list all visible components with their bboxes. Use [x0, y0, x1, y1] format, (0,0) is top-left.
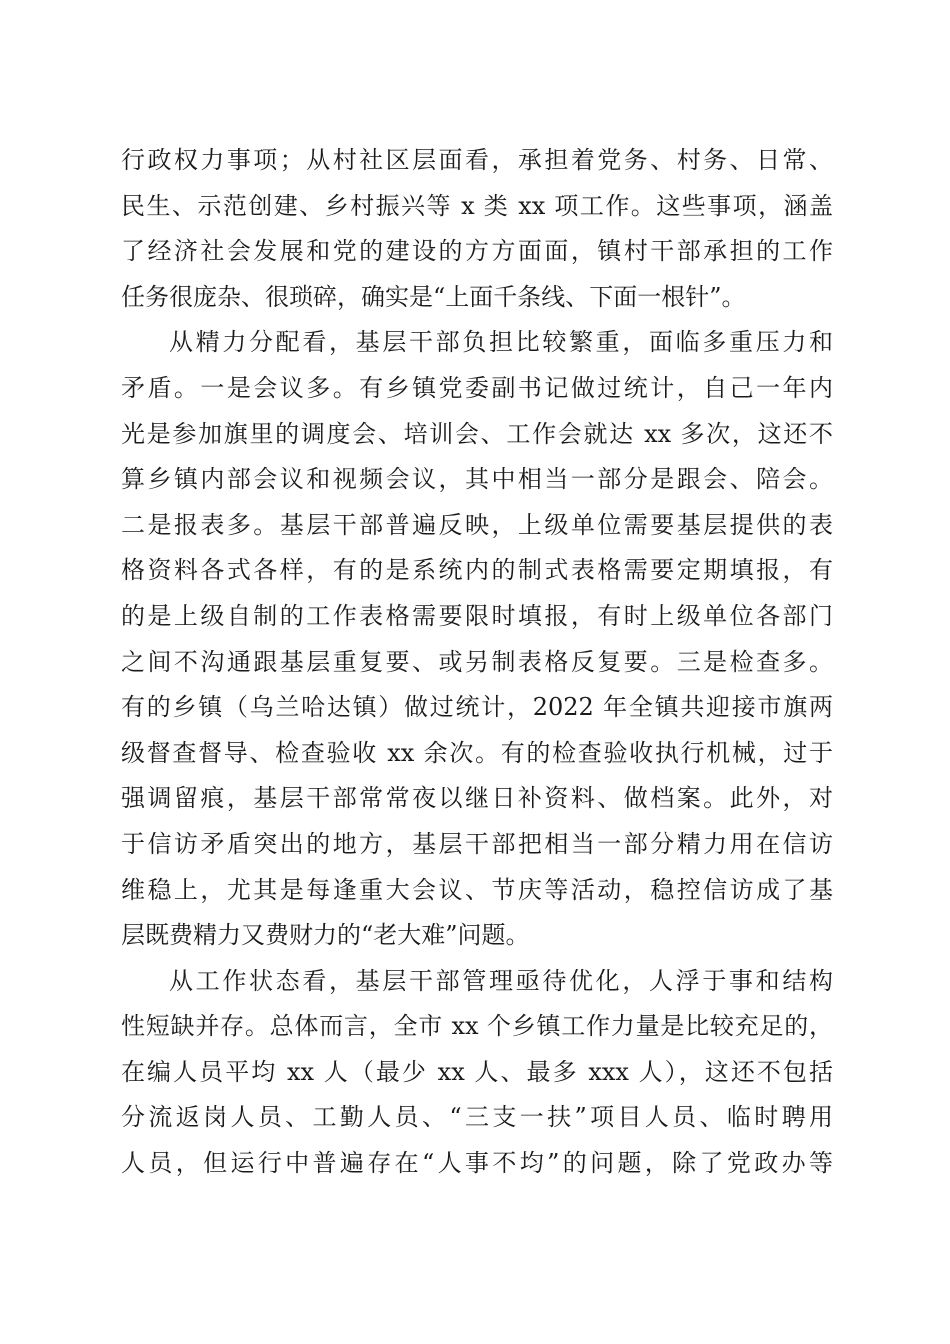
- text-line: 之间不沟通跟基层重复要、或另制表格反复要。三是检查多。: [121, 647, 833, 676]
- paragraph-start-line: 从精力分配看，基层干部负担比较繁重，面临多重压力和: [169, 328, 833, 357]
- text-line: 行政权力事项；从村社区层面看，承担着党务、村务、日常、: [121, 146, 833, 174]
- text-line: 的是上级自制的工作表格需要限时填报，有时上级单位各部门: [121, 601, 833, 630]
- text-line: 于信访矛盾突出的地方，基层干部把相当一部分精力用在信访: [121, 829, 833, 858]
- text-line: 算乡镇内部会议和视频会议，其中相当一部分是跟会、陪会。: [121, 465, 833, 494]
- text-line: 维稳上，尤其是每逢重大会议、节庆等活动，稳控信访成了基: [121, 875, 833, 904]
- text-line: 二是报表多。基层干部普遍反映，上级单位需要基层提供的表: [121, 510, 833, 539]
- text-line: 了经济社会发展和党的建设的方方面面，镇村干部承担的工作: [121, 237, 833, 266]
- text-line: 在编人员平均 xx 人（最少 xx 人、最多 xxx 人），这还不包括: [121, 1057, 833, 1086]
- text-line: 人员，但运行中普遍存在“人事不均”的问题，除了党政办等: [121, 1149, 833, 1178]
- paragraph-end-line: 层既费精力又费财力的“老大难”问题。: [121, 921, 530, 950]
- text-line: 分流返岗人员、工勤人员、“三支一扶”项目人员、临时聘用: [121, 1103, 833, 1132]
- text-line: 格资料各式各样，有的是系统内的制式表格需要定期填报，有: [121, 556, 833, 585]
- text-line: 性短缺并存。总体而言，全市 xx 个乡镇工作力量是比较充足的，: [121, 1012, 833, 1041]
- text-line: 矛盾。一是会议多。有乡镇党委副书记做过统计，自己一年内: [121, 373, 833, 402]
- text-line: 民生、示范创建、乡村振兴等 x 类 xx 项工作。这些事项，涵盖: [121, 191, 833, 220]
- paragraph-start-line: 从工作状态看，基层干部管理亟待优化，人浮于事和结构: [169, 966, 833, 995]
- text-line: 强调留痕，基层干部常常夜以继日补资料、做档案。此外，对: [121, 784, 833, 813]
- paragraph-end-line: 任务很庞杂、很琐碎，确实是“上面千条线、下面一根针”。: [121, 282, 746, 311]
- body-text: [121, 138, 833, 1187]
- text-line: 有的乡镇（乌兰哈达镇）做过统计，2022 年全镇共迎接市旗两: [121, 693, 833, 722]
- text-line: 级督查督导、检查验收 xx 余次。有的检查验收执行机械，过于: [121, 738, 833, 767]
- text-line: 光是参加旗里的调度会、培训会、工作会就达 xx 多次，这还不: [121, 419, 833, 448]
